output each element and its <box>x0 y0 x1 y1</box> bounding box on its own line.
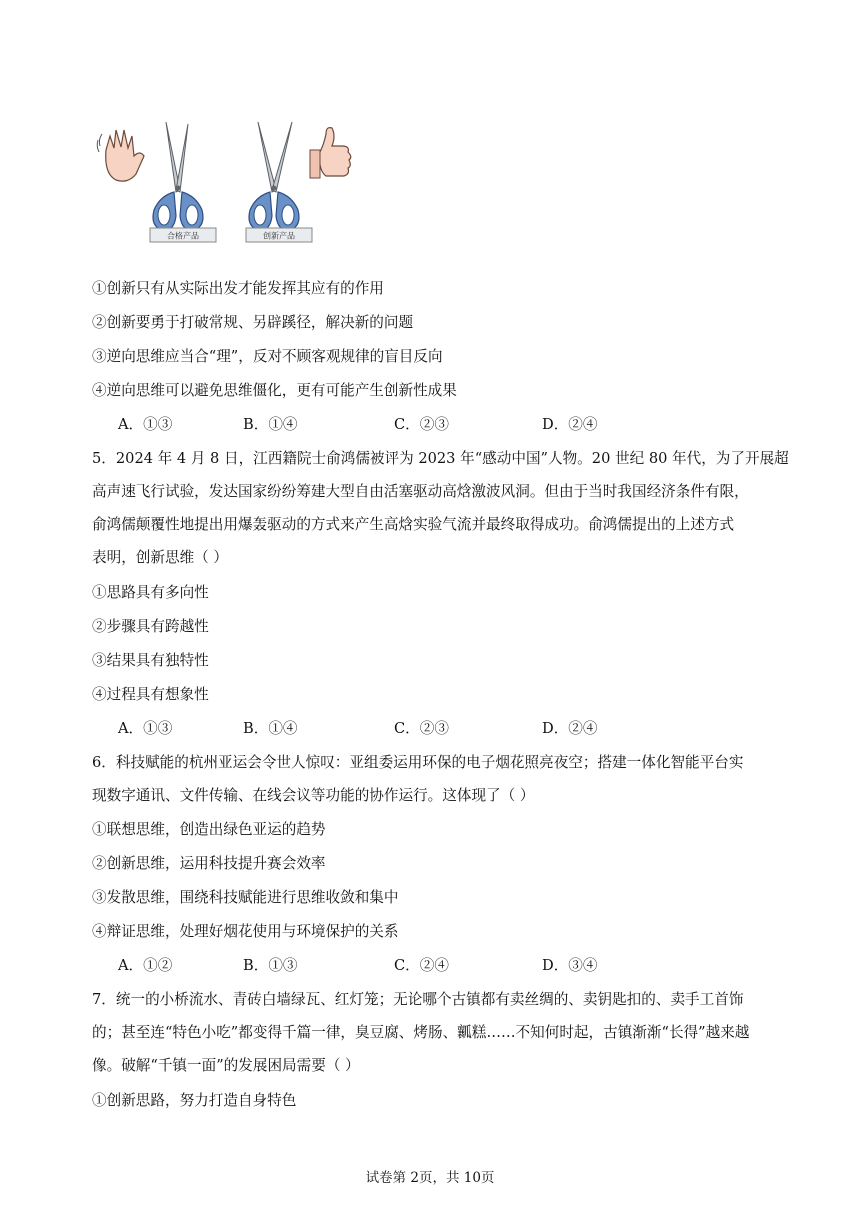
q5-item-3: ③结果具有独特性 <box>92 652 209 669</box>
q6-stem-line-1: 6．科技赋能的杭州亚运会令世人惊叹：亚组委运用环保的电子烟花照亮夜空；搭建一体化智能平台实 <box>92 754 744 771</box>
q4-item-4: ④逆向思维可以避免思维僵化，更有可能产生创新性成果 <box>92 382 457 399</box>
q4-option-d[interactable]: D．②④ <box>542 416 598 433</box>
q5-option-d[interactable]: D．②④ <box>542 720 598 737</box>
q6-option-b[interactable]: B．①③ <box>243 957 298 974</box>
q7-stem-line-2: 的；甚至连“特色小吃”都变得千篇一律，臭豆腐、烤肠、瓤糕……不知何时起，古镇渐渐“长得”越来越 <box>92 1024 750 1041</box>
q6-item-2: ②创新思维，运用科技提升赛会效率 <box>92 855 326 872</box>
q6-option-a[interactable]: A．①② <box>118 957 173 974</box>
right-scissors-icon <box>249 122 299 230</box>
q5-option-b[interactable]: B．①④ <box>243 720 298 737</box>
q5-option-c[interactable]: C．②③ <box>394 720 449 737</box>
q6-option-c[interactable]: C．②④ <box>394 957 449 974</box>
q4-item-2: ②创新要勇于打破常规、另辟蹊径，解决新的问题 <box>92 314 414 331</box>
q5-option-a[interactable]: A．①③ <box>118 720 173 737</box>
q7-item-1: ①创新思路，努力打造自身特色 <box>92 1092 297 1109</box>
q4-item-3: ③逆向思维应当合“理”，反对不顾客观规律的盲目反向 <box>92 348 443 365</box>
left-label: 合格产品 <box>167 231 199 241</box>
q5-stem-line-4: 表明，创新思维（ ） <box>92 549 228 566</box>
scissors-illustration <box>92 100 374 260</box>
page-footer: 试卷第 2页，共 10页 <box>365 1170 495 1186</box>
q5-item-1: ①思路具有多向性 <box>92 584 209 601</box>
waving-hand-icon <box>97 130 144 181</box>
q5-stem-line-3: 俞鸿儒颠覆性地提出用爆轰驱动的方式来产生高焓实验气流并最终取得成功。俞鸿儒提出的上述方式 <box>92 516 735 533</box>
q5-stem-line-1: 5．2024 年 4 月 8 日，江西籍院士俞鸿儒被评为 2023 年“感动中国”人物。20 世纪 80 年代，为了开展超 <box>92 450 789 467</box>
q6-item-3: ③发散思维，围绕科技赋能进行思维收敛和集中 <box>92 889 399 906</box>
q5-stem-line-2: 高声速飞行试验，发达国家纷纷筹建大型自由活塞驱动高焓激波风洞。但由于当时我国经济条件有限， <box>92 483 749 500</box>
q6-item-1: ①联想思维，创造出绿色亚运的趋势 <box>92 821 326 838</box>
thumbs-up-icon <box>310 128 351 178</box>
q4-option-c[interactable]: C．②③ <box>394 416 449 433</box>
left-scissors-icon <box>153 122 203 230</box>
scissors-figure <box>92 100 374 260</box>
q4-item-1: ①创新只有从实际出发才能发挥其应有的作用 <box>92 280 384 297</box>
q6-option-d[interactable]: D．③④ <box>542 957 598 974</box>
q5-item-4: ④过程具有想象性 <box>92 686 209 703</box>
q7-stem-line-3: 像。破解“千镇一面”的发展困局需要（ ） <box>92 1057 360 1074</box>
q4-option-b[interactable]: B．①④ <box>243 416 298 433</box>
q6-stem-line-2: 现数字通讯、文件传输、在线会议等功能的协作运行。这体现了（ ） <box>92 787 535 804</box>
q6-item-4: ④辩证思维，处理好烟花使用与环境保护的关系 <box>92 923 399 940</box>
right-label: 创新产品 <box>263 231 295 241</box>
q7-stem-line-1: 7．统一的小桥流水、青砖白墙绿瓦、红灯笼；无论哪个古镇都有卖丝绸的、卖钥匙扣的、卖手工首饰 <box>92 991 744 1008</box>
q5-item-2: ②步骤具有跨越性 <box>92 618 209 635</box>
q4-option-a[interactable]: A．①③ <box>118 416 173 433</box>
